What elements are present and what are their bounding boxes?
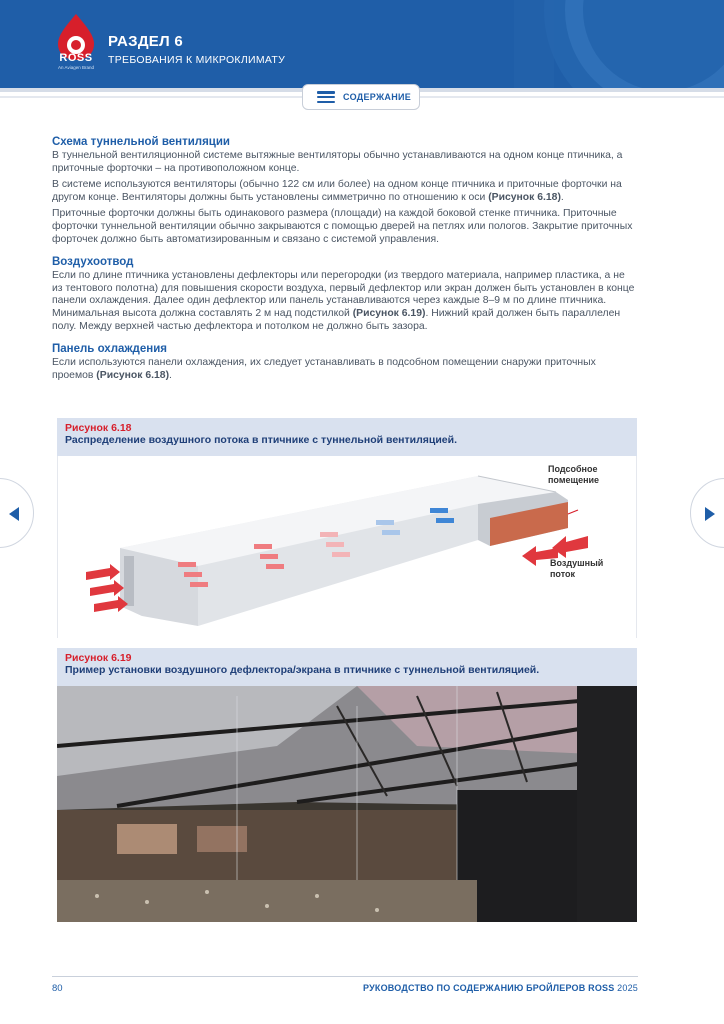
figure-number: Рисунок 6.18	[65, 422, 132, 434]
next-page-button[interactable]	[690, 478, 724, 548]
label-airflow: Воздушный поток	[550, 558, 604, 579]
header-decoration	[364, 0, 724, 88]
contents-label: СОДЕРЖАНИЕ	[343, 92, 412, 102]
airflow-diagram	[57, 456, 637, 638]
figure-number: Рисунок 6.19	[65, 652, 132, 664]
previous-page-button[interactable]	[0, 478, 34, 548]
figure-reference[interactable]: (Рисунок 6.19)	[352, 307, 426, 319]
arrow-left-icon	[9, 507, 19, 521]
section-title: РАЗДЕЛ 6	[108, 33, 184, 50]
page-header	[0, 0, 724, 88]
logo-subtext: An Aviagen Brand	[58, 65, 94, 70]
logo-text: ROSS	[59, 52, 93, 64]
deflector-photo-illustration	[57, 686, 637, 922]
figure-caption-6-19	[57, 648, 637, 686]
figure-caption: Распределение воздушного потока в птичнике с туннельной вентиляцией.	[65, 434, 458, 446]
heading-tunnel-ventilation: Схема туннельной вентиляции	[52, 136, 231, 148]
main-content	[52, 136, 637, 386]
paragraph: Приточные форточки должны быть одинакового размера (площади) на каждой боковой стенке птичника. Приточные форточки туннельной вентиляции обычно закрываются с помощью дверей на петлях или пологов. Закрытие приточных форточек должно быть автоматизированным и связано с системой управления.	[52, 208, 633, 245]
footer-divider	[52, 976, 638, 977]
figure-caption-6-18	[57, 418, 637, 456]
paragraph: Если по длине птичника установлены дефлекторы или перегородки (из твердого материала, например пластика, а не из тентового полотна) для повышения скорости воздуха, первый дефлектор или экран должен быть установлен в конце панели охлаждения. Далее один дефлектор или панель устанавливаются через каждые 8–9 м по длине птичника. Минимальная высота должна составлять 2 м над подстилкой (Рисунок 6.19). Нижний край должен быть параллелен полу. Между верхней частью дефлектора и потолком не должно быть зазора.	[52, 270, 635, 332]
arrow-right-icon	[705, 507, 715, 521]
footer-year: 2025	[617, 983, 638, 993]
paragraph: В туннельной вентиляционной системе вытяжные вентиляторы обычно устанавливаются на одном конце птичника, а приточные форточки – на противоположном конце.	[52, 150, 623, 174]
airflow-diagram-svg	[58, 456, 638, 638]
contents-button[interactable]	[302, 84, 420, 110]
footer-title: РУКОВОДСТВО ПО СОДЕРЖАНИЮ БРОЙЛЕРОВ ROSS 2025	[363, 983, 638, 993]
figure-caption: Пример установки воздушного дефлектора/экрана в птичнике с туннельной вентиляцией.	[65, 664, 540, 676]
heading-air-deflector: Воздухоотвод	[52, 256, 134, 269]
paragraph: В системе используются вентиляторы (обычно 122 см или более) на одном конце птичника и приточные форточки на другом конце. Вентиляторы должны быть установлены симметрично по отношению к оси (Рисунок 6.18).	[52, 179, 622, 203]
paragraph: Если используются панели охлаждения, их следует устанавливать в подсобном помещении снаружи приточных проемов (Рисунок 6.18).	[52, 357, 596, 381]
deflector-photo	[57, 686, 637, 922]
section-subtitle: ТРЕБОВАНИЯ К МИКРОКЛИМАТУ	[108, 54, 286, 66]
menu-icon	[317, 91, 335, 103]
heading-cooling-pad: Панель охлаждения	[52, 343, 167, 356]
figure-reference[interactable]: (Рисунок 6.18)	[488, 191, 561, 203]
page-number: 80	[52, 983, 63, 994]
label-utility-room: Подсобное помещение	[548, 464, 600, 485]
figure-reference[interactable]: (Рисунок 6.18)	[96, 369, 170, 381]
